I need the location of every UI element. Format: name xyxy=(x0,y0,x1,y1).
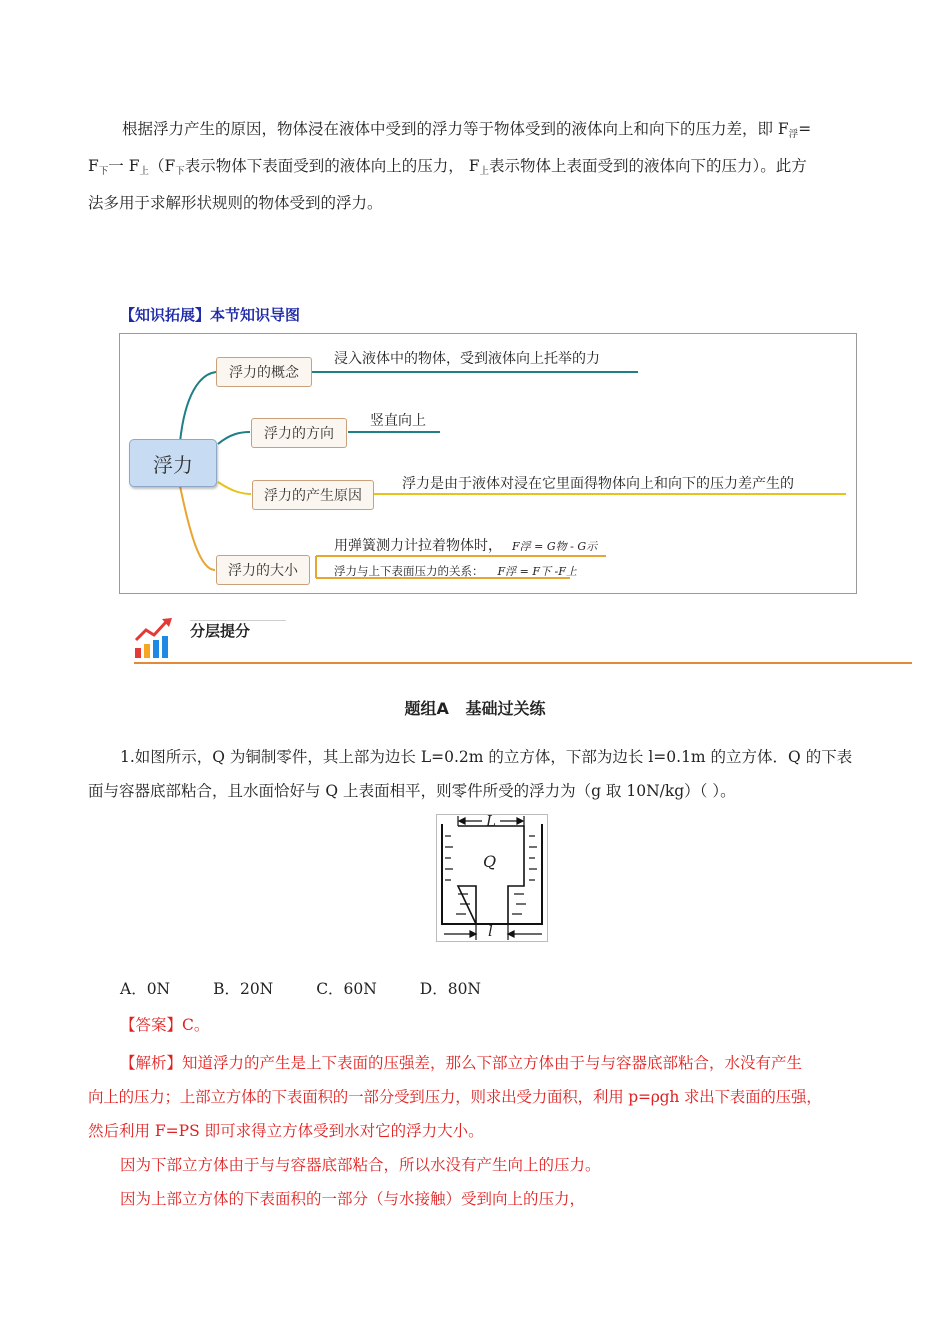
section-banner-label: 分层提分 xyxy=(190,622,251,640)
answer-line xyxy=(120,1008,209,1042)
leaf-concept: 浸入液体中的物体，受到液体向上托举的力 xyxy=(334,351,600,367)
section-banner xyxy=(132,616,912,666)
answer-label: 【答案】 xyxy=(120,1016,183,1034)
question-figure xyxy=(436,814,548,942)
intro-line-1: 根据浮力产生的原因，物体浸在液体中受到的浮力等于物体受到的液体向上和向下的压力差，即 F浮= xyxy=(122,120,812,140)
analysis-block xyxy=(88,1046,878,1216)
analysis-line-5: 因为上部立方体的下表面积的一部分（与水接触）受到向上的压力， xyxy=(120,1190,586,1208)
option-b: B．20N xyxy=(213,980,274,998)
mind-map-root: 浮力 xyxy=(129,439,217,487)
leaf-size-1: 用弹簧测力计拉着物体时， F浮 = G物 - G示 xyxy=(334,538,598,554)
node-concept: 浮力的概念 xyxy=(216,357,312,387)
analysis-line-3: 然后利用 F=PS 即可求得立方体受到水对它的浮力大小。 xyxy=(88,1122,484,1140)
option-c: C．60N xyxy=(316,980,377,998)
figure-top-label: L xyxy=(486,812,496,830)
knowledge-title: 【知识拓展】本节知识导图 xyxy=(120,306,301,324)
section-banner-top-line xyxy=(190,620,286,621)
option-a: A．0N xyxy=(120,980,171,998)
question-line-2: 面与容器底部粘合，且水面恰好与 Q 上表面相平，则零件所受的浮力为（g 取 10N/kg）（ ）。 xyxy=(88,782,736,800)
intro-line-2: F下一 F上（F下表示物体下表面受到的液体向上的压力， F上表示物体上表面受到的液体向下的压力）。此方 xyxy=(88,157,807,177)
node-cause: 浮力的产生原因 xyxy=(252,480,374,510)
question-line-1: 1.如图所示，Q 为铜制零件，其上部为边长 L=0.2m 的立方体，下部为边长 l=0.1m 的立方体．Q 的下表 xyxy=(120,748,853,766)
rising-chart-icon xyxy=(132,616,178,660)
leaf-size-2: 浮力与上下表面压力的关系： F浮 = F下 -F上 xyxy=(334,564,577,578)
option-d: D．80N xyxy=(419,980,481,998)
figure-body-label: Q xyxy=(483,852,497,871)
group-title: 题组A 基础过关练 xyxy=(404,699,546,718)
section-banner-rule xyxy=(134,662,912,664)
intro-paragraph xyxy=(88,112,868,220)
answer-value: C。 xyxy=(182,1016,210,1034)
connector-concept xyxy=(180,372,216,442)
analysis-line-1: 【解析】知道浮力的产生是上下表面的压强差，那么下部立方体由于与与容器底部粘合，水没有产生 xyxy=(120,1054,803,1072)
intro-line-3: 法多用于求解形状规则的物体受到的浮力。 xyxy=(88,194,383,212)
connector-direction xyxy=(218,432,250,444)
answer-options xyxy=(120,972,519,1006)
mind-map xyxy=(119,333,857,594)
analysis-line-4: 因为下部立方体由于与与容器底部粘合，所以水没有产生向上的压力。 xyxy=(120,1156,601,1174)
leaf-direction: 竖直向上 xyxy=(370,413,426,429)
leaf-cause: 浮力是由于液体对浸在它里面得物体向上和向下的压力差产生的 xyxy=(402,476,794,492)
node-direction: 浮力的方向 xyxy=(251,418,347,448)
connector-size xyxy=(180,486,215,570)
analysis-line-2: 向上的压力；上部立方体的下表面积的一部分受到压力，则求出受力面积，利用 p=ρgh 求出下表面的压强， xyxy=(88,1088,822,1106)
node-size: 浮力的大小 xyxy=(216,555,310,585)
connector-cause xyxy=(218,482,251,494)
figure-bottom-label: l xyxy=(488,922,493,940)
question-text xyxy=(88,740,878,808)
